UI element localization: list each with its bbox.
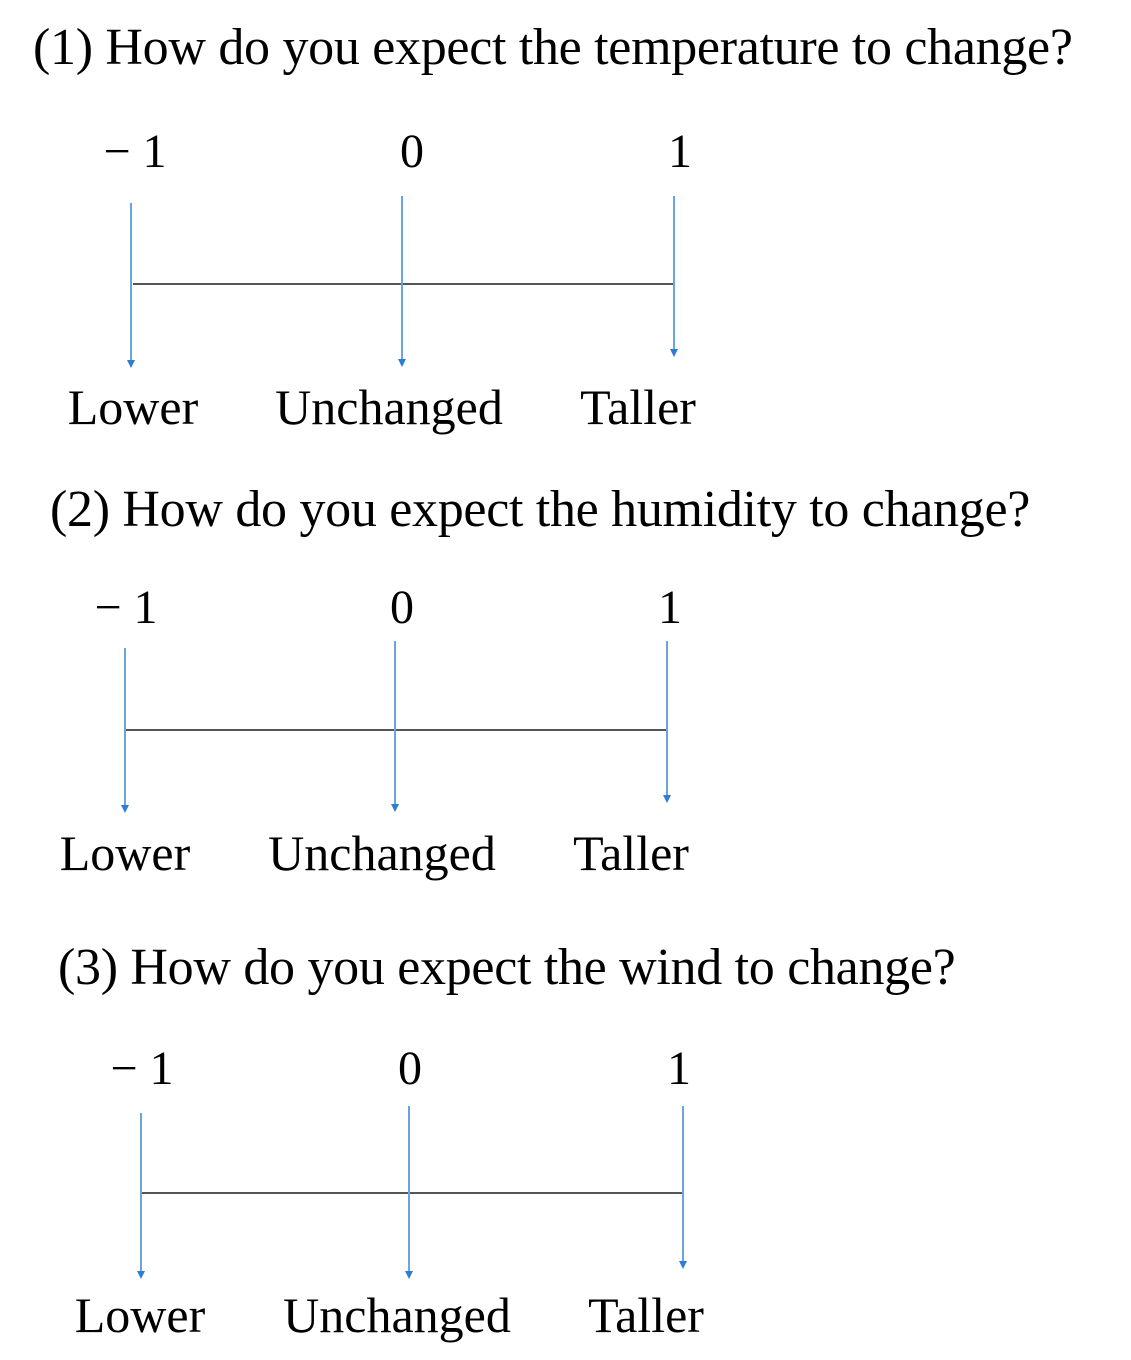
arrow-down-icon-unchanged: [391, 641, 399, 812]
option-unchanged[interactable]: Unchanged: [268, 825, 496, 881]
arrow-down-icon-unchanged: [398, 196, 406, 367]
arrow-down-icon-lower: [137, 1113, 145, 1279]
arrow-down-icon-taller: [663, 641, 671, 803]
option-lower[interactable]: Lower: [74, 1287, 206, 1343]
arrow-down-icon-taller: [670, 196, 678, 357]
option-taller[interactable]: Taller: [573, 825, 689, 881]
question-title: (1) How do you expect the temperature to change?: [33, 19, 1073, 76]
question-title: (2) How do you expect the humidity to change?: [50, 481, 1031, 538]
option-unchanged[interactable]: Unchanged: [283, 1287, 511, 1343]
option-taller[interactable]: Taller: [588, 1287, 704, 1343]
option-lower[interactable]: Lower: [59, 825, 191, 881]
question-title: (3) How do you expect the wind to change?: [58, 939, 956, 996]
option-unchanged[interactable]: Unchanged: [275, 379, 503, 435]
tick-label-minus-one: − 1: [110, 1042, 174, 1095]
option-taller[interactable]: Taller: [580, 379, 696, 435]
tick-label-one: 1: [667, 1042, 691, 1095]
tick-label-minus-one: − 1: [94, 581, 158, 634]
tick-label-zero: 0: [400, 125, 424, 178]
tick-label-minus-one: − 1: [103, 125, 167, 178]
tick-label-one: 1: [668, 125, 692, 178]
tick-label-zero: 0: [390, 581, 414, 634]
tick-label-zero: 0: [398, 1042, 422, 1095]
arrow-down-icon-taller: [679, 1106, 687, 1269]
option-lower[interactable]: Lower: [67, 379, 199, 435]
arrow-down-icon-lower: [127, 203, 135, 368]
tick-label-one: 1: [658, 581, 682, 634]
